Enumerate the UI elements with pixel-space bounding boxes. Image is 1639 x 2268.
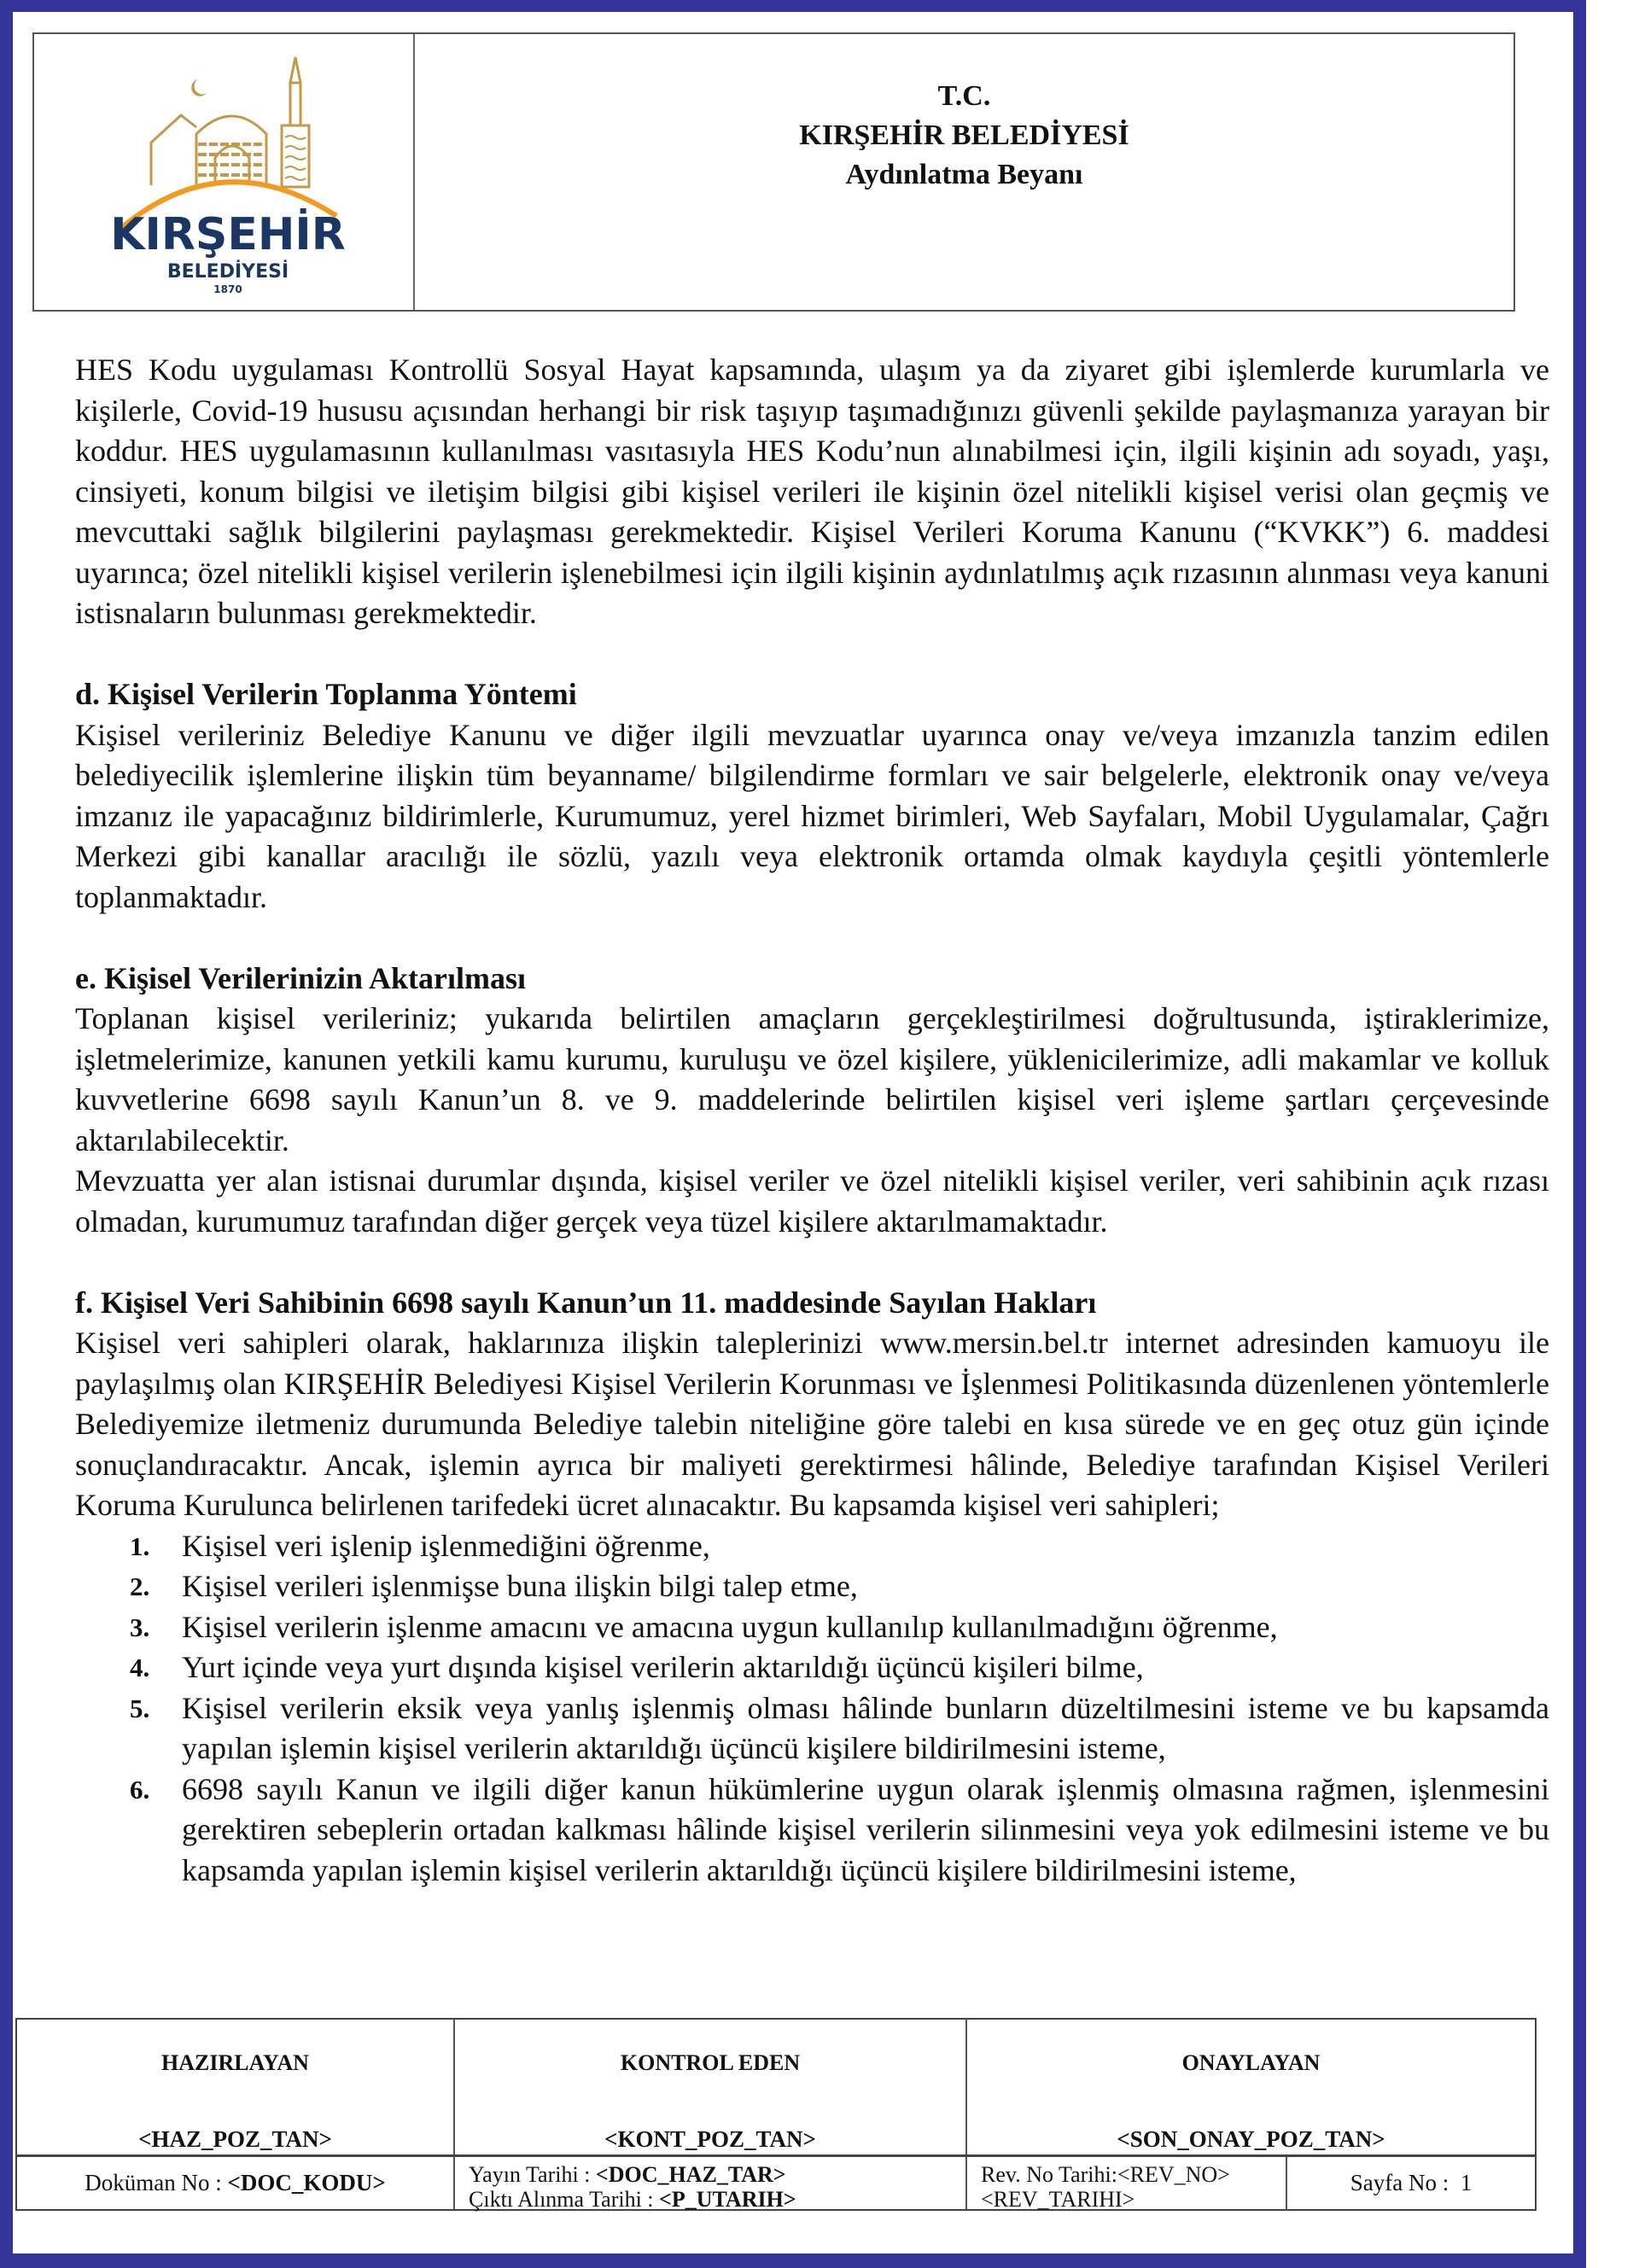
section-f-paragraph: Kişisel veri sahipleri olarak, haklarınıza ilişkin taleplerinizi www.mersin.bel.tr internet adresinden kamuoyu ile paylaşılmış olan KIRŞEHİR Belediyesi Kişisel Verilerin Korunması ve İşlenmesi Politikasında düzenlenen yöntemlerle Belediyemize iletmeniz durumunda Belediye talebin niteliğine göre talebi en kısa sürede ve en geç otuz gün içinde sonuçlandıracaktır. Ancak, işlemin ayrıca bir maliyeti gerektirmesi hâlinde, Belediye tarafından Kişisel Verileri Koruma Kurulunca belirlenen tarifedeki ücret alınacaktır. Bu kapsamda kişisel veri sahipleri; — [75, 1326, 1549, 1522]
svg-text:BELEDİYESİ: BELEDİYESİ — [166, 260, 289, 283]
header-title-cell — [415, 34, 1514, 310]
signature-row — [17, 2020, 1535, 2157]
page-margin — [1586, 0, 1639, 2268]
document-header-table — [32, 32, 1515, 312]
list-item: 3. Kişisel verilerin işlenme amacını ve amacına uygun kullanılıp kullanılmadığını öğrenme, — [130, 1609, 1278, 1644]
dates-cell: Yayın Tarihi : <DOC_HAZ_TAR> Çıktı Alınma Tarihi : <P_UTARIH> — [455, 2157, 967, 2209]
document-info-row — [17, 2157, 1535, 2212]
list-item: 4. Yurt içinde veya yurt dışında kişisel verilerin aktarıldığı üçüncü kişileri bilme, — [130, 1650, 1144, 1684]
list-item: 5. Kişisel verilerin eksik veya yanlış işlenmiş olması hâlinde bunların düzeltilmesini isteme ve bu kapsamda yapılan işlemin kişisel verilerin aktarıldığı üçüncü kişilere bildirilmesini isteme, — [130, 1690, 1549, 1765]
document-body — [75, 350, 1549, 1891]
section-d-heading: d. Kişisel Verilerin Toplanma Yöntemi — [75, 677, 577, 711]
prepared-by-cell: HAZIRLAYAN <HAZ_POZ_TAN> — [17, 2020, 455, 2154]
header-line-tc: T.C. — [937, 80, 991, 112]
section-e-paragraph: Mevzuatta yer alan istisnai durumlar dışında, kişisel veriler ve özel nitelikli kişisel veriler, veri sahibinin açık rızası olmadan, kurumumuz tarafından diğer gerçek veya tüzel kişilere aktarılmamaktadır. — [75, 1163, 1549, 1239]
section-e-paragraph: Toplanan kişisel verileriniz; yukarıda belirtilen amaçların gerçekleştirilmesi doğrultusunda, iştiraklerimize, işletmelerimize, kanunen yetkili kamu kurumu, kuruluşu ve özel kişilere, yüklenicilerimize, adli makamlar ve kolluk kuvvetlerine 6698 sayılı Kanun’un 8. ve 9. maddelerinde belirtilen kişisel veri işleme şartları çerçevesinde aktarılabilecektir. — [75, 1001, 1549, 1157]
logo-cell — [34, 34, 415, 310]
page-number-cell: Sayfa No : 1 — [1350, 2170, 1473, 2195]
document-title: Aydınlatma Beyanı — [845, 159, 1083, 190]
approval-footer-table — [15, 2018, 1537, 2211]
section-f-heading: f. Kişisel Veri Sahibinin 6698 sayılı Kanun’un 11. maddesinde Sayılan Hakları — [75, 1285, 1097, 1320]
kirsehir-municipality-logo-icon — [96, 49, 352, 296]
document-number-cell: Doküman No : <DOC_KODU> — [17, 2157, 455, 2209]
svg-text:KIRŞEHİR: KIRŞEHİR — [110, 208, 346, 260]
rights-list — [75, 1526, 1549, 1892]
list-item: 2. Kişisel verileri işlenmişse buna ilişkin bilgi talep etme, — [130, 1569, 858, 1603]
section-e-heading: e. Kişisel Verilerinizin Aktarılması — [75, 960, 526, 995]
revision-cell: Rev. No Tarihi:<REV_NO> <REV_TARIHI> — [967, 2157, 1287, 2209]
header-line-institution: KIRŞEHİR BELEDİYESİ — [799, 120, 1129, 151]
list-item: 1. Kişisel veri işlenip işlenmediğini öğrenme, — [130, 1528, 710, 1563]
intro-paragraph: HES Kodu uygulaması Kontrollü Sosyal Hayat kapsamında, ulaşım ya da ziyaret gibi işlemlerde kurumlarla ve kişilerle, Covid-19 hususu açısından herhangi bir risk taşıyıp taşımadığınızı güvenli şekilde paylaşmanıza yarayan bir koddur. HES uygulamasının kullanılması vasıtasıyla HES Kodu’nun alınabilmesi için, ilgili kişinin adı soyadı, yaşı, cinsiyeti, konum bilgisi ve iletişim bilgisi gibi kişisel verileri ile kişinin özel nitelikli kişisel verisi olan geçmiş ve mevcuttaki sağlık bilgilerini paylaşması gerekmektedir. Kişisel Verileri Koruma Kanunu (“KVKK”) 6. maddesi uyarınca; özel nitelikli kişisel verilerin işlenebilmesi için ilgili kişinin aydınlatılmış açık rızasının alınması veya kanuni istisnaların bulunması gerekmektedir. — [75, 353, 1549, 630]
checked-by-cell: KONTROL EDEN <KONT_POZ_TAN> — [455, 2020, 967, 2154]
list-item: 6. 6698 sayılı Kanun ve ilgili diğer kanun hükümlerine uygun olarak işlenmiş olmasına rağmen, işlenmesini gerektiren sebeplerin ortadan kalkması hâlinde kişisel verilerin silinmesini veya yok edilmesini isteme ve bu kapsamda yapılan işlemin kişisel verilerin aktarıldığı üçüncü kişilere bildirilmesini isteme, — [130, 1771, 1549, 1887]
svg-text:1870: 1870 — [213, 283, 242, 295]
section-d-paragraph: Kişisel verileriniz Belediye Kanunu ve diğer ilgili mevzuatlar uyarınca onay ve/veya imzanızla tanzim edilen belediyecilik işlemlerine ilişkin tüm beyanname/ bilgilendirme formları ve sair belgelerle, elektronik onay ve/veya imzanız ile yapacağınız bildirimlerle, Kurumumuz, yerel hizmet birimleri, Web Sayfaları, Mobil Uygulamalar, Çağrı Merkezi gibi kanallar aracılığı ile sözlü, yazılı veya elektronik ortamda olmak kaydıyla çeşitli yöntemlerle toplanmaktadır. — [75, 717, 1549, 914]
approved-by-cell: ONAYLAYAN <SON_ONAY_POZ_TAN> — [1117, 2050, 1385, 2152]
